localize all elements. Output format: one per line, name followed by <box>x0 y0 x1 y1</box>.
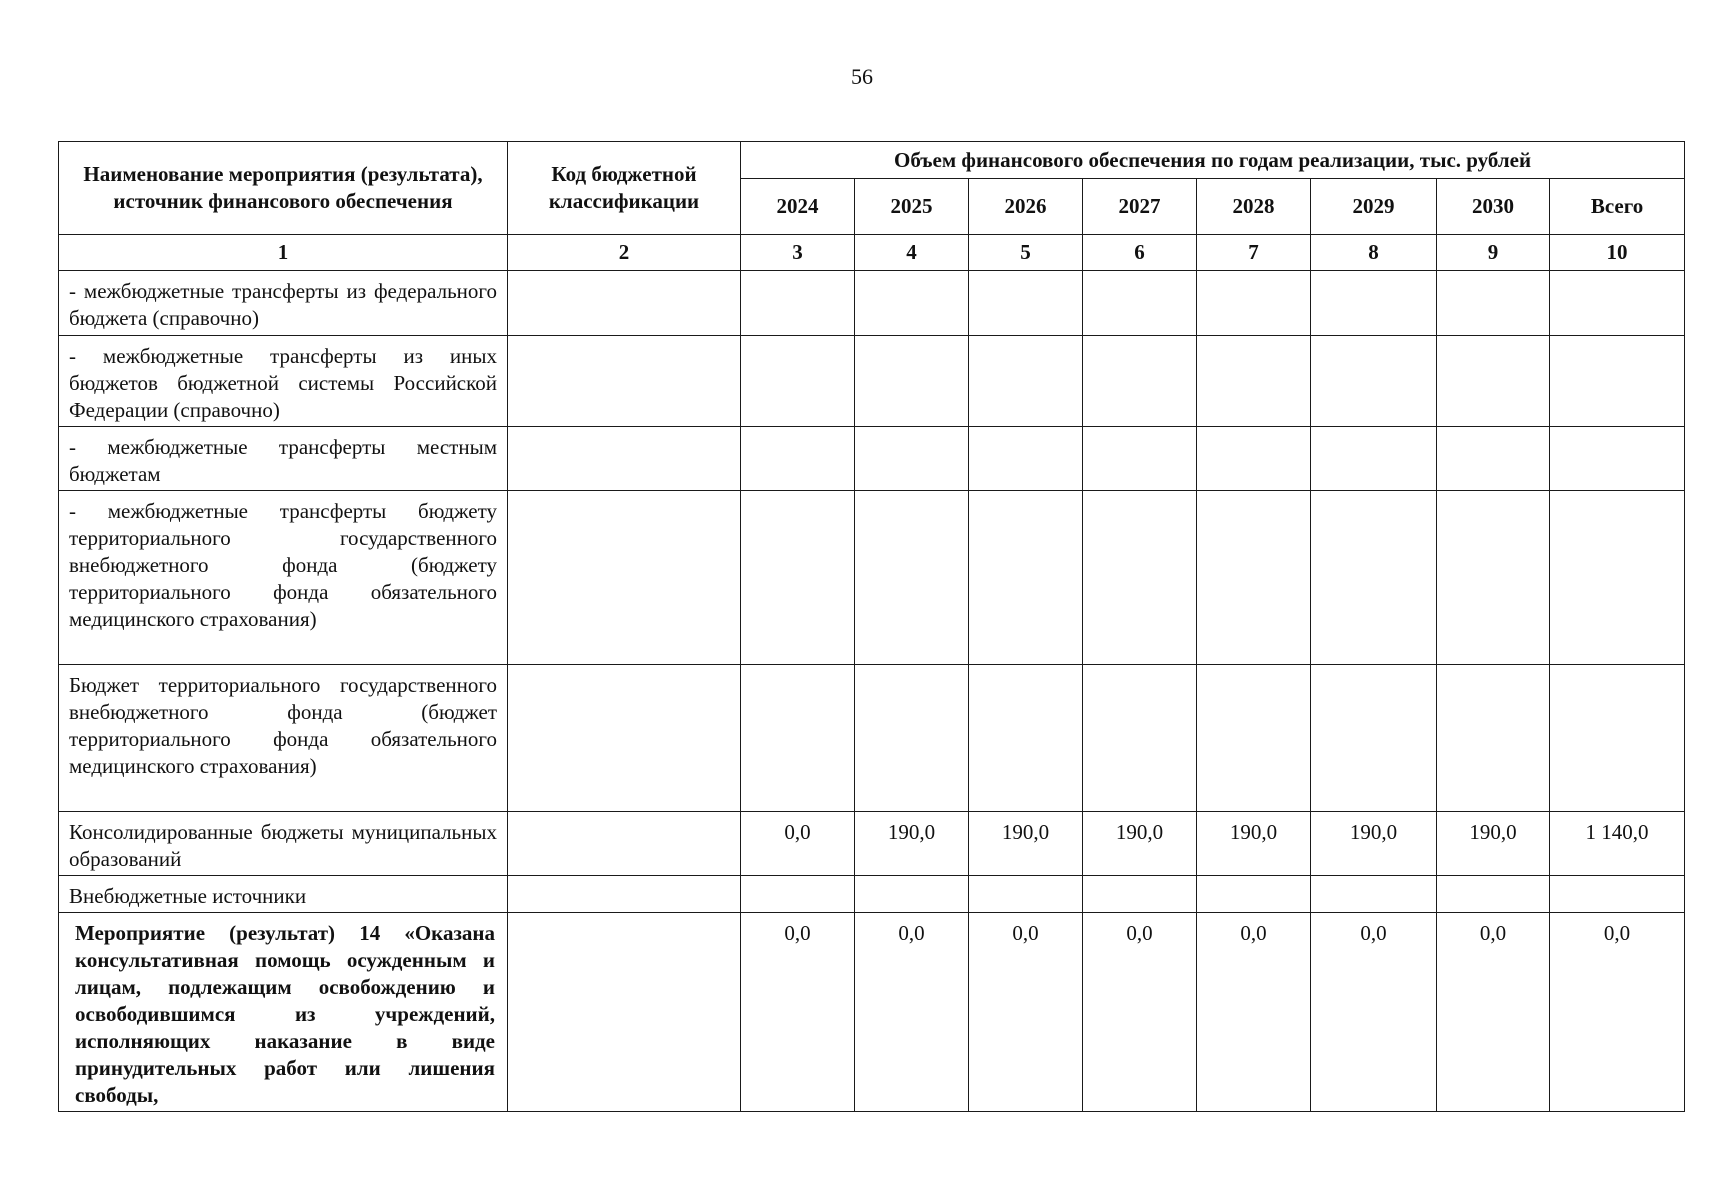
row-name: - межбюджетные трансферты бюджету территориального государственного внебюджетного фонда (бюджету территориального фонда обязательного медицинского страхования) <box>59 491 508 665</box>
value-2024 <box>741 427 855 491</box>
table-row <box>59 812 1685 876</box>
value-2027 <box>1083 336 1197 427</box>
column-number-1: 1 <box>277 240 289 264</box>
row-name: - межбюджетные трансферты из иных бюджетов бюджетной системы Российской Федерации (справочно) <box>59 336 508 427</box>
column-number-10: 10 <box>1606 240 1628 264</box>
value-2029: 190,0 <box>1311 812 1437 876</box>
value-2025 <box>855 665 969 812</box>
value-2025: 0,0 <box>855 913 969 1112</box>
value-2024 <box>741 336 855 427</box>
value-2029 <box>1311 491 1437 665</box>
value-total <box>1550 876 1685 913</box>
header-budget-code: Код бюджетной классификации <box>508 142 741 235</box>
column-number <box>1311 235 1437 271</box>
value-2030 <box>1437 271 1550 336</box>
column-number-4: 4 <box>906 240 917 264</box>
row-budget-code <box>508 665 741 812</box>
value-2030 <box>1437 876 1550 913</box>
value-2029 <box>1311 271 1437 336</box>
value-2026 <box>969 491 1083 665</box>
page-number: 56 <box>851 64 873 89</box>
header-year-2027: 2027 <box>1083 179 1197 235</box>
column-number <box>1437 235 1550 271</box>
table-row <box>59 271 1685 336</box>
value-2028: 190,0 <box>1197 812 1311 876</box>
value-2029 <box>1311 876 1437 913</box>
value-2028 <box>1197 491 1311 665</box>
value-2025 <box>855 271 969 336</box>
header-financing-volume: Объем финансового обеспечения по годам реализации, тыс. рублей <box>741 142 1685 179</box>
column-number <box>1197 235 1311 271</box>
column-number-6: 6 <box>1134 240 1145 264</box>
column-number <box>1083 235 1197 271</box>
value-2030 <box>1437 427 1550 491</box>
value-2025 <box>855 876 969 913</box>
value-2027 <box>1083 271 1197 336</box>
value-2024 <box>741 665 855 812</box>
row-budget-code <box>508 336 741 427</box>
value-total: 1 140,0 <box>1550 812 1685 876</box>
value-2029 <box>1311 427 1437 491</box>
row-budget-code <box>508 913 741 1112</box>
column-number <box>741 235 855 271</box>
row-name: Мероприятие (результат) 14 «Оказана консультативная помощь осужденным и лицам, подлежащим освобождению и освободившимся из учреждений, исполняющих наказание в виде принудительных работ или лишения свободы, <box>59 913 508 1112</box>
table-row <box>59 336 1685 427</box>
value-2030: 0,0 <box>1437 913 1550 1112</box>
value-2030 <box>1437 336 1550 427</box>
row-name: Консолидированные бюджеты муниципальных образований <box>59 812 508 876</box>
value-2028: 0,0 <box>1197 913 1311 1112</box>
value-total <box>1550 271 1685 336</box>
row-budget-code <box>508 491 741 665</box>
value-2027 <box>1083 665 1197 812</box>
header-year-2030: 2030 <box>1437 179 1550 235</box>
header-year-2025: 2025 <box>855 179 969 235</box>
value-2027: 0,0 <box>1083 913 1197 1112</box>
value-2024 <box>741 876 855 913</box>
row-name: - межбюджетные трансферты из федерального бюджета (справочно) <box>59 271 508 336</box>
value-2024: 0,0 <box>741 812 855 876</box>
table-row <box>59 491 1685 665</box>
value-2028 <box>1197 427 1311 491</box>
column-number-8: 8 <box>1368 240 1379 264</box>
table-row <box>59 876 1685 913</box>
column-number <box>508 235 741 271</box>
row-budget-code <box>508 876 741 913</box>
value-total <box>1550 665 1685 812</box>
header-name: Наименование мероприятия (результата), источник финансового обеспечения <box>59 142 508 235</box>
header-year-2028: 2028 <box>1197 179 1311 235</box>
row-budget-code <box>508 427 741 491</box>
value-2026: 0,0 <box>969 913 1083 1112</box>
value-2029 <box>1311 665 1437 812</box>
value-2026 <box>969 427 1083 491</box>
value-2027: 190,0 <box>1083 812 1197 876</box>
value-2026 <box>969 876 1083 913</box>
financing-table <box>58 141 1685 1112</box>
value-2026 <box>969 336 1083 427</box>
column-number-7: 7 <box>1248 240 1259 264</box>
value-2028 <box>1197 665 1311 812</box>
table-row <box>59 427 1685 491</box>
column-number <box>969 235 1083 271</box>
row-name: Бюджет территориального государственного внебюджетного фонда (бюджет территориального фонда обязательного медицинского страхования) <box>59 665 508 812</box>
column-number <box>1550 235 1685 271</box>
value-2024 <box>741 271 855 336</box>
value-2024 <box>741 491 855 665</box>
value-2024: 0,0 <box>741 913 855 1112</box>
value-2027 <box>1083 427 1197 491</box>
value-2026 <box>969 271 1083 336</box>
value-total: 0,0 <box>1550 913 1685 1112</box>
value-2025 <box>855 336 969 427</box>
value-2026 <box>969 665 1083 812</box>
column-number-3: 3 <box>792 240 803 264</box>
column-number <box>59 235 508 271</box>
header-total: Всего <box>1550 179 1685 235</box>
value-2026: 190,0 <box>969 812 1083 876</box>
value-2029 <box>1311 336 1437 427</box>
value-2027 <box>1083 491 1197 665</box>
value-2030: 190,0 <box>1437 812 1550 876</box>
value-2028 <box>1197 271 1311 336</box>
value-total <box>1550 427 1685 491</box>
value-total <box>1550 491 1685 665</box>
column-number-2: 2 <box>618 240 630 264</box>
value-2029: 0,0 <box>1311 913 1437 1112</box>
header-year-2024: 2024 <box>741 179 855 235</box>
header-year-2029: 2029 <box>1311 179 1437 235</box>
row-name: Внебюджетные источники <box>59 876 508 913</box>
row-name: - межбюджетные трансферты местным бюджетам <box>59 427 508 491</box>
row-budget-code <box>508 271 741 336</box>
column-number-5: 5 <box>1020 240 1031 264</box>
value-2030 <box>1437 491 1550 665</box>
value-total <box>1550 336 1685 427</box>
value-2027 <box>1083 876 1197 913</box>
table-row <box>59 913 1685 1112</box>
value-2028 <box>1197 876 1311 913</box>
row-budget-code <box>508 812 741 876</box>
column-number-9: 9 <box>1487 240 1499 264</box>
value-2028 <box>1197 336 1311 427</box>
value-2030 <box>1437 665 1550 812</box>
table-row <box>59 665 1685 812</box>
value-2025: 190,0 <box>855 812 969 876</box>
value-2025 <box>855 427 969 491</box>
value-2025 <box>855 491 969 665</box>
column-number <box>855 235 969 271</box>
header-year-2026: 2026 <box>969 179 1083 235</box>
